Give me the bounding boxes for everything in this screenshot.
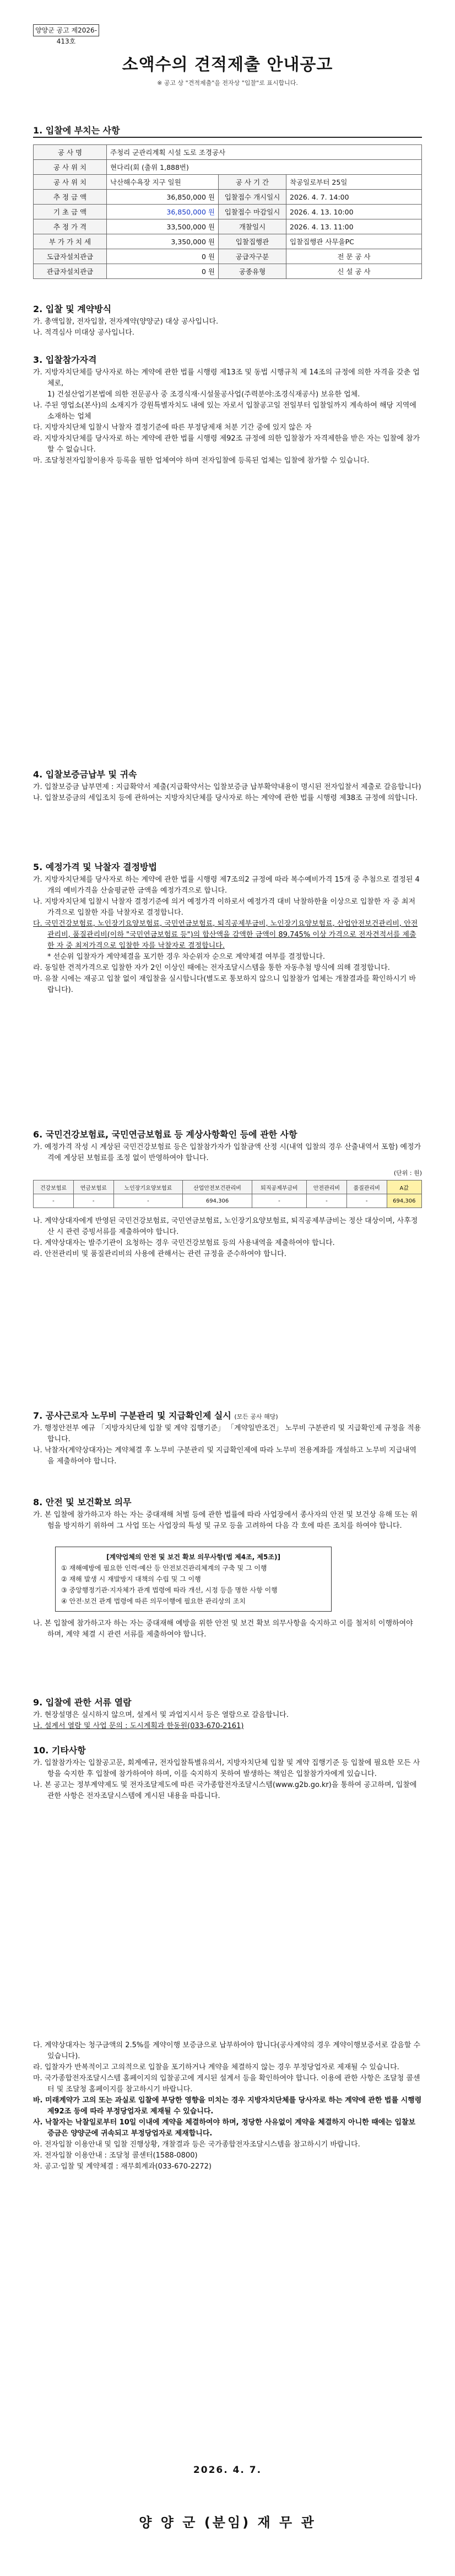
notice-date: 2026. 4. 7.	[193, 2465, 262, 2476]
section6-body: 가. 예정가격 작성 시 계상된 국민건강보험료 등은 입찰참가자가 입찰금액 산정 시(내역 입찰의 경우 산출내역서 포함) 예정가격에 계상된 보험료를 조정 없이 반영하여야 합니다.	[33, 1143, 421, 1162]
table-row: - - - 694,306 - - - 694,306	[34, 1194, 422, 1208]
section6-heading: 6. 국민건강보험료, 국민연금보험료 등 계상사항확인 등에 관한 사항	[33, 1129, 297, 1140]
section1-rule	[33, 137, 422, 138]
section2-body: 가. 총액입찰, 전자입찰, 전자계약(양양군) 대상 공사입니다. 나. 적격심사 미대상 공사입니다.	[33, 318, 219, 337]
issuer-signature: 양 양 군 (분임) 재 무 관	[139, 2515, 316, 2530]
section6-body-after: 나. 계약상대자에게 반영된 국민건강보험료, 국민연금보험료, 노인장기요양보험료, 퇴직공제부금비는 정산 대상이며, 사후정산 시 관련 증빙서류를 제출하여야 합니다. 다. 계약상대자는 발주기관이 요청하는 경우 국민건강보험료 등의 사용내역을 제출하여야 합니다. 라. 안전관리비 및 품질관리비의 사용에 관해서는 관련 규정을 준수하여야 합니다.	[33, 1217, 418, 1258]
section8-body-after: 나. 본 입찰에 참가하고자 하는 자는 중대재해 예방을 위한 안전 및 보건 확보 의무사항을 숙지하고 이를 철저히 이행하여야 하며, 계약 체결 시 관련 서류를 제출하여야 합니다.	[33, 1619, 413, 1639]
unit-label: (단위 : 원)	[393, 1169, 422, 1177]
section10-heading: 10. 기타사항	[33, 1745, 86, 1756]
page-title: 소액수의 견적제출 안내공고	[122, 55, 333, 74]
bid-info-table	[33, 144, 422, 279]
section9-body: 가. 현장설명은 실시하지 않으며, 설계서 및 과업지시서 등은 열람으로 갈음합니다. 나. 설계서 열람 및 사업 문의 : 도시계획과 한동원(033-670-2161)	[33, 1711, 289, 1730]
section2-heading: 2. 입찰 및 계약방식	[33, 304, 112, 314]
title-note: ※ 공고 상 "견적제출"을 전자상 "입찰"로 표시합니다.	[157, 79, 298, 87]
section1-heading: 1. 입찰에 부치는 사항	[33, 125, 120, 136]
section8-heading: 8. 안전 및 보건확보 의무	[33, 1497, 132, 1507]
section9-heading: 9. 입찰에 관한 서류 열람	[33, 1697, 132, 1708]
section3-body: 가. 지방자치단체를 당사자로 하는 계약에 관한 법률 시행령 제13조 및 동법 시행규칙 제 14조의 규정에 의한 자격을 갖춘 업체로, 1) 건설산업기본법에 의한 전문공사 중 조경식재·시설물공사업(주력분야:조경식재공사) 보유한 업체. 나. 주된 영업소(본사)의 소재지가 강원특별자치도 내에 있는 자로서 입찰공고일 전일부터 입찰일까지 계속하여 해당 지역에 소재하는 업체 다. 지방자치단체 입찰시 낙찰자 결정기준에 따른 부정당제재 처분 기간 중에 있지 않은 자 라. 지방자치단체를 당사자로 하는 계약에 관한 법률 시행령 제92조 규정에 의한 입찰참가 자격제한을 받은 자는 입찰에 참가할 수 없습니다. 마. 조달청전자입찰이용자 등록을 필한 업체여야 하며 전자입찰에 등록된 업체는 입찰에 참가할 수 있습니다.	[33, 368, 420, 465]
announcement-number: 양양군 공고 제2026-413호	[33, 24, 99, 36]
table-row: 공 사 위 치 낙산해수욕장 지구 일원 공 사 기 간 착공일로부터 25일	[34, 175, 422, 190]
section3-heading: 3. 입찰참가자격	[33, 355, 97, 365]
section4-body: 가. 입찰보증금 납부면제 : 지급확약서 제출(지급확약서는 입찰보증금 납부확약내용이 명시된 전자입찰서 제출로 갈음합니다) 나. 입찰보증금의 세입조치 등에 관하여는 지방자치단체를 당사자로 하는 계약에 관한 법률 시행령 제38조 규정에 의합니다.	[33, 783, 421, 802]
section7-heading: 7. 공사근로자 노무비 구분관리 및 지급확인제 실시 (모든 공사 해당)	[33, 1410, 278, 1421]
insurance-table	[33, 1180, 422, 1208]
table-row: 관급자설치관급 0 원 공종유형 신 설 공 사	[34, 264, 422, 279]
table-row: 공 사 명 주청리 군관리계획 시설 도로 조경공사	[34, 145, 422, 160]
section10-body-lower: 다. 계약상대자는 청구금액의 2.5%를 계약이행 보증금으로 납부하여야 합니다(공사계약의 경우 계약이행보증서로 갈음할 수 있습니다). 라. 입찰자가 반복적이고 고의적으로 입찰을 포기하거나 계약을 체결하지 않는 경우 부정당업자로 제재될 수 있습니다. 마. 국가종합전자조달시스템 홈페이지의 입찰공고에 게시된 설계서 등을 확인하여야 합니다. 이용에 관한 사항은 조달청 콜센터 및 조달청 홈페이지를 참고하시기 바랍니다. 바. 미래계약가 고의 또는 과실로 입찰에 부당한 영향을 미치는 경우 지방자치단체를 당사자로 하는 계약에 관한 법률 시행령 제92조 등에 따라 부정당업자로 제재될 수 있습니다. 사. 낙찰자는 낙찰일로부터 10일 이내에 계약을 체결하여야 하며, 정당한 사유없이 계약을 체결하지 아니한 때에는 입찰보증금은 양양군에 귀속되고 부정당업자로 제재합니다. 아. 전자입찰 이용안내 및 입찰 진행상황, 개찰결과 등은 국가종합전자조달시스템을 참고하시기 바랍니다. 자. 전자입찰 이용안내 : 조달청 콜센터(1588-0800) 차. 공고·입찰 및 계약체결 : 재무회계과(033-670-2272)	[33, 2041, 422, 2171]
section5-heading: 5. 예정가격 및 낙찰자 결정방법	[33, 862, 157, 872]
section7-body: 가. 행정안전부 예규 「지방자치단체 입찰 및 계약 집행기준」 「계약일반조건」 노무비 구분관리 및 지급확인제 규정을 적용합니다. 나. 낙찰자(계약상대자)는 계약체결 후 노무비 구분관리 및 지급확인제에 따라 노무비 전용계좌를 개설하고 노무비 지급내역을 제출하여야 합니다.	[33, 1424, 421, 1466]
table-row: 도급자설치관급 0 원 공급자구분 전 문 공 사	[34, 249, 422, 264]
table-row: 공 사 위 치 현다리(회 (출위 1,888번)	[34, 160, 422, 175]
table-row: 기 초 금 액 36,850,000 원 입찰접수 마감일시 2026. 4. 13. 10:00	[34, 205, 422, 219]
table-row: 추 정 가 격 33,500,000 원 개찰일시 2026. 4. 13. 11:00	[34, 219, 422, 234]
safety-obligation-box: [계약업체의 안전 및 보건 확보 의무사항(법 제4조, 제5조)] ① 재해예방에 필요한 인력·예산 등 안전보건관리체계의 구축 및 그 이행 ② 재해 발생 시 재발방지 대책의 수립 및 그 이행 ③ 중앙행정기관·지자체가 관계 법령에 따라 개선, 시정 등을 명한 사항 이행 ④ 안전·보건 관계 법령에 따른 의무이행에 필요한 관리상의 조치	[55, 1547, 332, 1612]
section5-body: 가. 지방자치단체를 당사자로 하는 계약에 관한 법률 시행령 제7조의2 규정에 따라 복수예비가격 15개 중 추첨으로 결정된 4개의 예비가격을 산술평균한 금액을 예정가격으로 합니다. 나. 지방자치단체 입찰시 낙찰자 결정기준에 의거 예정가격 이하로서 예정가격 대비 낙찰하한율 이상으로 입찰한 자 중 최저가격으로 입찰한 자를 낙찰자로 결정합니다. 다. 국민건강보험료, 노인장기요양보험료, 국민연금보험료, 퇴직공제부금비, 노인장기요양보험료, 산업안전보건관리비, 안전관리비, 품질관리비(이하 "국민연금보험료 등")의 합산액을 감액한 금액이 89.745% 이상 가격으로 전자견적서를 제출한 자 중 최저가격으로 입찰한 자를 낙찰자로 결정합니다. * 선순위 입찰자가 계약체결을 포기한 경우 차순위자 순으로 계약체결 여부를 결정합니다. 라. 동일한 견적가격으로 입찰한 자가 2인 이상인 때에는 전자조달시스템을 통한 자동추첨 방식에 의해 결정합니다. 마. 유찰 시에는 재공고 입찰 없이 재입찰을 실시합니다(별도로 통보하지 않으니 입찰참가 업체는 개찰결과를 확인하시기 바랍니다).	[33, 876, 420, 994]
table-row: 추 정 금 액 36,850,000 원 입찰접수 개시일시 2026. 4. 7. 14:00	[34, 190, 422, 205]
section10-body: 가. 입찰참가자는 입찰공고문, 회계예규, 전자입찰특별유의서, 지방자치단체 입찰 및 계약 집행기준 등 입찰에 필요한 모든 사항을 숙지한 후 입찰에 참가하여야 하며, 이를 숙지하지 못하여 발생하는 책임은 입찰참가자에게 있습니다. 나. 본 공고는 정부계약제도 및 전자조달제도에 따른 국가종합전자조달시스템(www.g2b.go.kr)을 통하여 공고하며, 입찰에 관한 사항은 전자조달시스템에 게시된 내용을 따릅니다.	[33, 1759, 420, 1800]
section4-heading: 4. 입찰보증금납부 및 귀속	[33, 769, 137, 780]
table-header-row: 건강보험료 연금보험료 노인장기요양보험료 산업안전보건관리비 퇴직공제부금비 안전관리비 품질관리비 A값	[34, 1180, 422, 1194]
table-row: 부 가 가 치 세 3,350,000 원 입찰집행관 입찰집행관 사무을PC	[34, 234, 422, 249]
section8-body: 가. 본 입찰에 참가하고자 하는 자는 중대재해 처벌 등에 관한 법률에 따라 사업장에서 종사자의 안전 및 보건상 유해 또는 위험을 방지하기 위하여 그 사업 또는 사업장의 특성 및 규모 등을 고려하여 다음 각 호에 따른 조치를 하여야 합니다.	[33, 1511, 418, 1530]
